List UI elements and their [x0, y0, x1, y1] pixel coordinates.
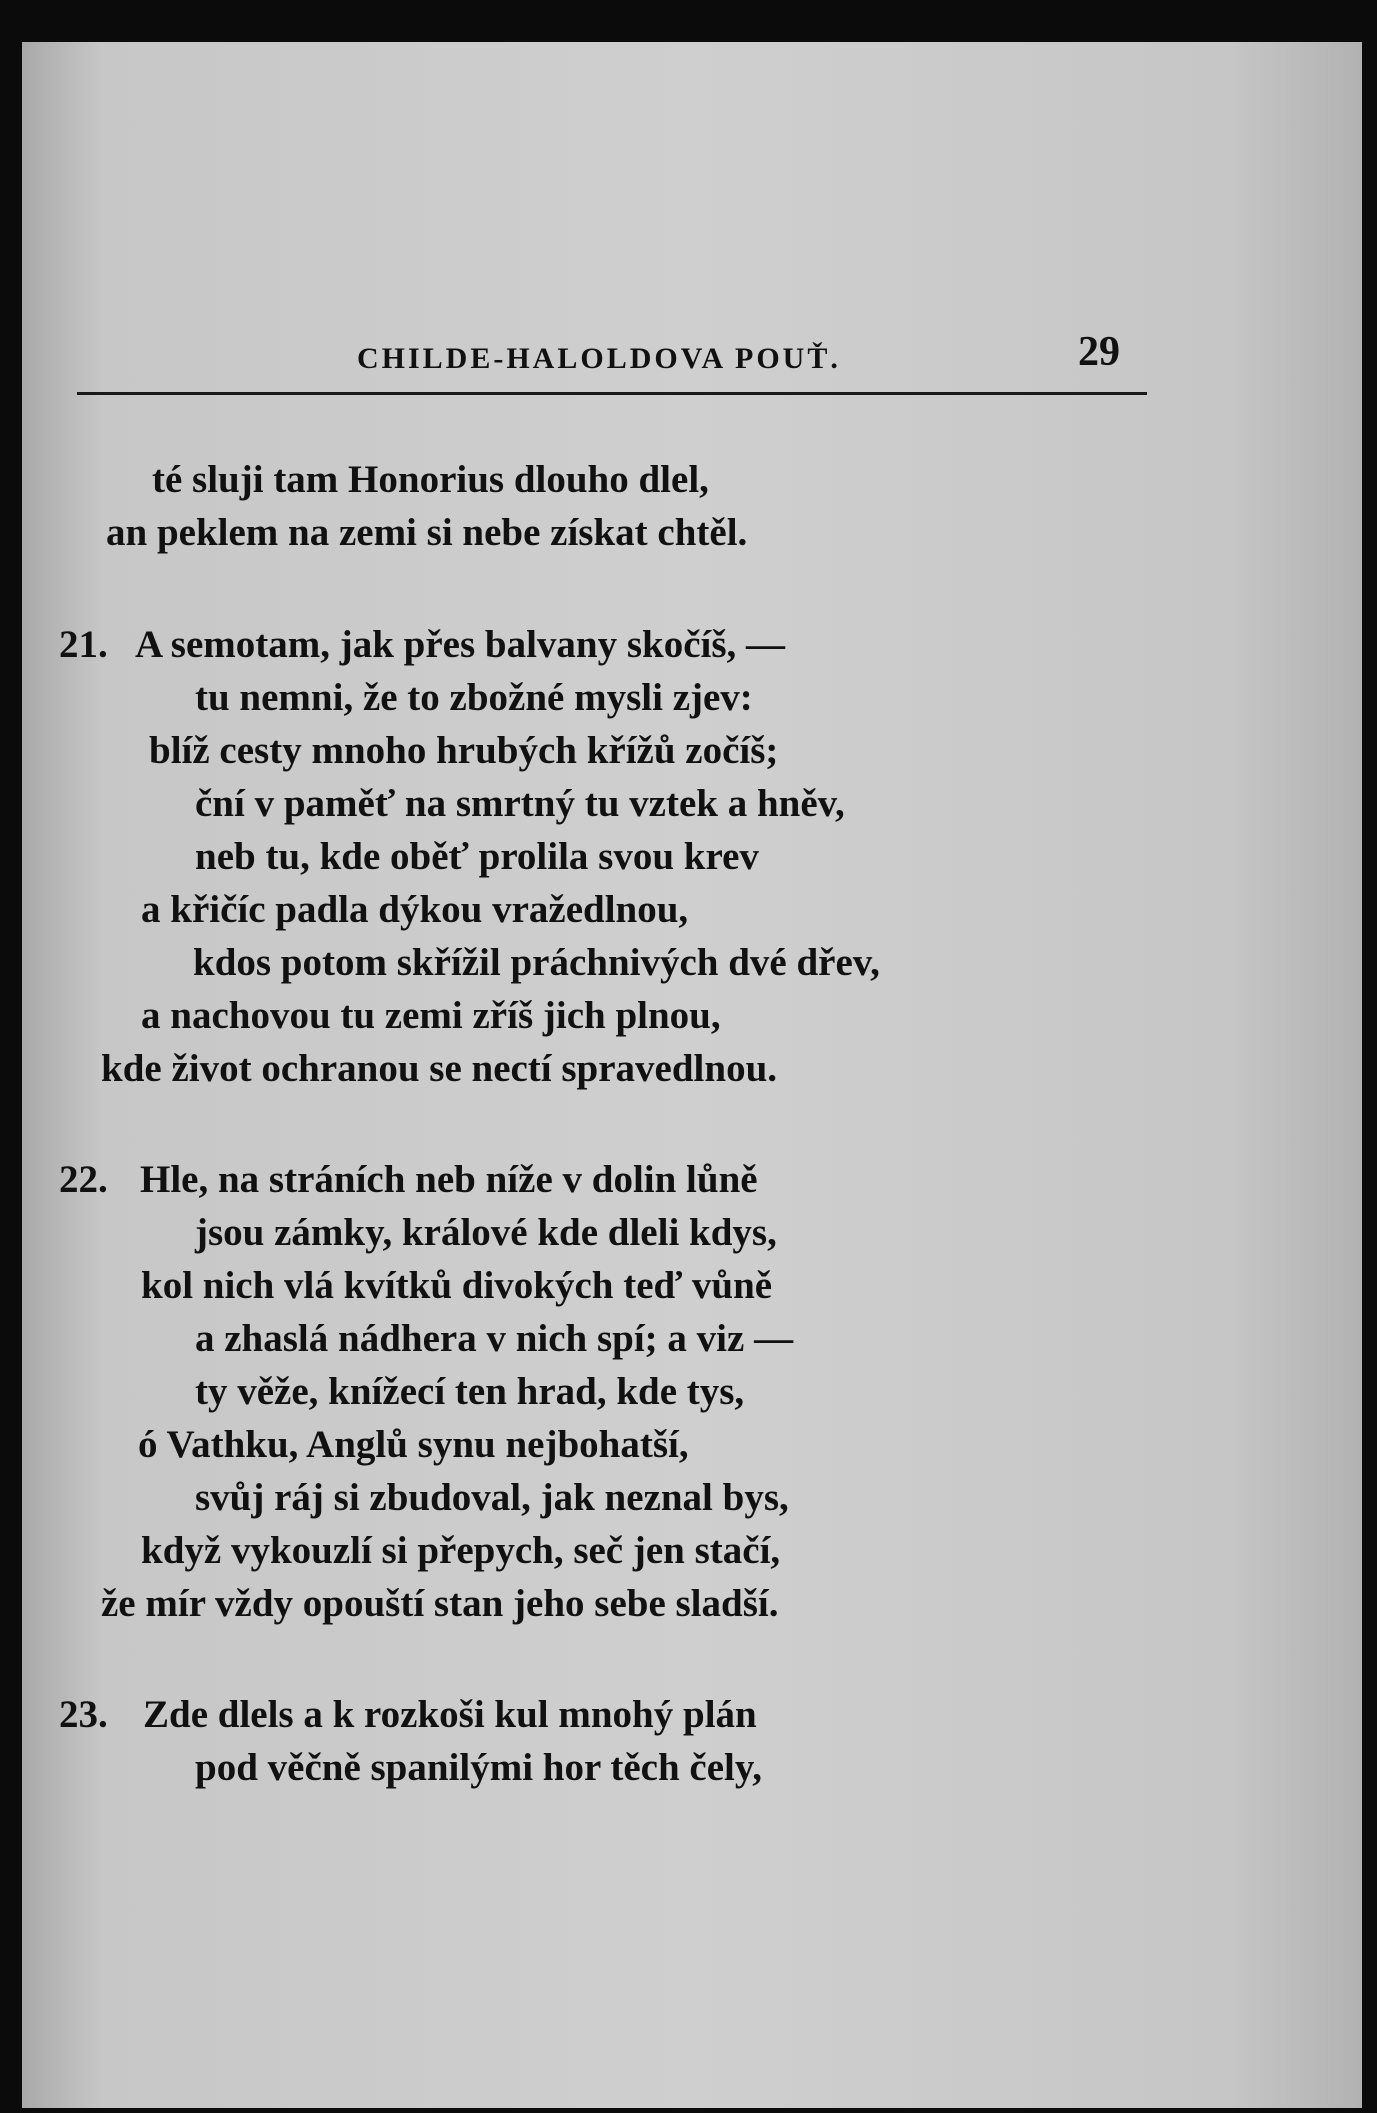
verse-line: svůj ráj si zbudoval, jak neznal bys, [195, 1476, 789, 1519]
page-number: 29 [1078, 329, 1120, 375]
stanza-number: 21. [59, 623, 108, 666]
verse-line: blíž cesty mnoho hrubých křížů zočíš; [149, 729, 779, 772]
verse-line: Hle, na stráních neb níže v dolin lůně [140, 1158, 758, 1201]
verse-line: pod věčně spanilými hor těch čely, [195, 1746, 762, 1789]
verse-line: kol nich vlá kvítků divokých teď vůně [141, 1264, 773, 1307]
verse-line: ty věže, knížecí ten hrad, kde tys, [195, 1370, 745, 1413]
verse-line: že mír vždy opouští stan jeho sebe sladší. [101, 1582, 779, 1625]
verse-line: ční v paměť na smrtný tu vztek a hněv, [195, 782, 845, 825]
verse-line: tu nemni, že to zbožné mysli zjev: [195, 676, 753, 719]
book-page [22, 42, 1362, 2108]
verse-line: a křičíc padla dýkou vražedlnou, [141, 888, 689, 931]
page-header [22, 42, 1362, 442]
verse-line: neb tu, kde oběť prolila svou krev [195, 835, 759, 878]
verse-line: a nachovou tu zemi zříš jich plnou, [141, 994, 721, 1037]
verse-line: Zde dlels a k rozkoši kul mnohý plán [143, 1693, 757, 1736]
verse-line: a zhaslá nádhera v nich spí; a viz — [195, 1317, 794, 1360]
header-rule [77, 392, 1147, 395]
verse-line: kde život ochranou se nectí spravedlnou. [101, 1047, 778, 1090]
verse-line: když vykouzlí si přepych, seč jen stačí, [141, 1529, 781, 1572]
stanza-number: 22. [59, 1158, 108, 1201]
verse-line: an peklem na zemi si nebe získat chtěl. [106, 511, 748, 554]
stanza-number: 23. [59, 1693, 108, 1736]
verse-line: ó Vathku, Anglů synu nejbohatší, [138, 1423, 689, 1466]
running-title: CHILDE-HALOLDOVA POUŤ. [357, 342, 841, 375]
verse-line: kdos potom skřížil práchnivých dvé dřev, [193, 941, 880, 984]
verse-line: A semotam, jak přes balvany skočíš, — [135, 623, 786, 666]
verse-line: jsou zámky, králové kde dleli kdys, [195, 1211, 777, 1254]
verse-line: té sluji tam Honorius dlouho dlel, [152, 458, 709, 501]
